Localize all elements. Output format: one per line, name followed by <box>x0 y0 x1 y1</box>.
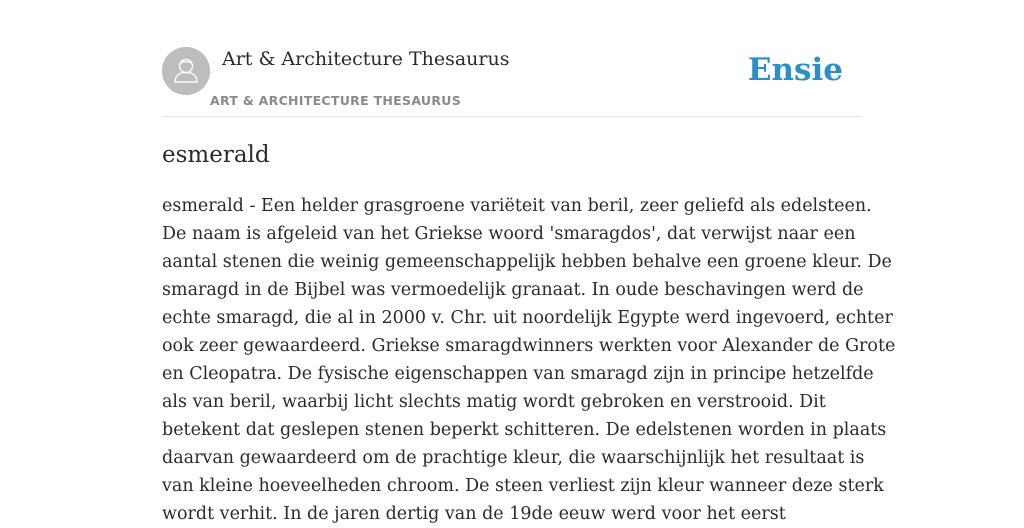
body-line: De naam is afgeleid van het Griekse woord 'smaragdos', dat verwijst naar een <box>162 224 856 244</box>
body-line: als van beril, waarbij licht slechts matig wordt gebroken en verstrooid. Dit <box>162 392 826 412</box>
body-line: en Cleopatra. De fysische eigenschappen van smaragd zijn in principe hetzelfde <box>162 364 874 384</box>
body-line: echte smaragd, die al in 2000 v. Chr. uit noordelijk Egypte werd ingevoerd, echter <box>162 308 893 328</box>
author-subtitle[interactable]: ART & ARCHITECTURE THESAURUS <box>210 93 462 108</box>
author-avatar[interactable] <box>162 47 210 95</box>
author-name[interactable]: Art & Architecture Thesaurus <box>222 48 510 70</box>
body-line: esmerald - Een helder grasgroene variëteit van beril, zeer geliefd als edelsteen. <box>162 196 872 216</box>
user-icon <box>162 47 210 95</box>
body-line: smaragd in de Bijbel was vermoedelijk granaat. In oude beschavingen werd de <box>162 280 864 300</box>
body-line: wordt verhit. In de jaren dertig van de 19de eeuw werd voor het eerst <box>162 504 786 524</box>
body-line: ook zeer gewaardeerd. Griekse smaragdwinners werkten voor Alexander de Grote <box>162 336 896 356</box>
body-line: aantal stenen die weinig gemeenschappelijk hebben behalve een groene kleur. De <box>162 252 892 272</box>
body-line: betekent dat geslepen stenen beperkt schitteren. De edelstenen worden in plaats <box>162 420 887 440</box>
body-line: van kleine hoeveelheden chroom. De steen verliest zijn kleur wanneer deze sterk <box>162 476 884 496</box>
body-line: daarvan gewaardeerd om de prachtige kleur, die waarschijnlijk het resultaat is <box>162 448 865 468</box>
ensie-logo[interactable]: Ensie <box>747 52 843 88</box>
header <box>162 47 862 117</box>
article-title: esmerald <box>162 142 270 168</box>
article-body <box>162 192 896 528</box>
